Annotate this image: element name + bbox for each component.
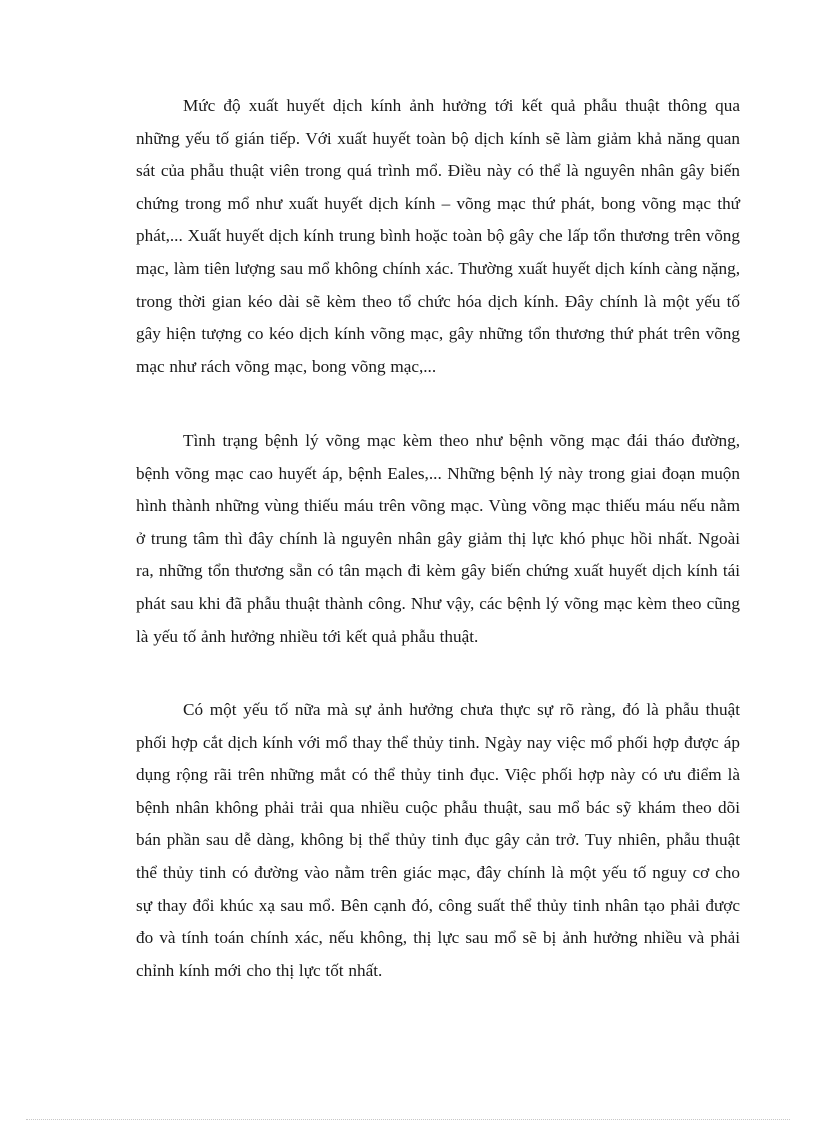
paragraph-text: Tình trạng bệnh lý võng mạc kèm theo như bệnh võng mạc đái tháo đường, bệnh võng mạc cao huyết áp, bệnh Eales,... Những bệnh lý này trong giai đoạn muộn hình thành những vùng thiếu máu trên võng mạc. Vùng võng mạc thiếu máu nếu nằm ở trung tâm thì đây chính là nguyên nhân gây giảm thị lực khó phục hồi nhất. Ngoài ra, những tổn thương sẵn có tân mạch đi kèm gây biến chứng xuất huyết dịch kính tái phát sau khi đã phẫu thuật thành công. Như vậy, các bệnh lý võng mạc kèm theo cũng là yếu tố ảnh hưởng nhiều tới kết quả phẫu thuật. <box>136 431 740 646</box>
paragraph-text: Mức độ xuất huyết dịch kính ảnh hưởng tới kết quả phẫu thuật thông qua những yếu tố gián tiếp. Với xuất huyết toàn bộ dịch kính sẽ làm giảm khả năng quan sát của phẫu thuật viên trong quá trình mổ. Điều này có thể là nguyên nhân gây biến chứng trong mổ như xuất huyết dịch kính – võng mạc thứ phát, bong võng mạc thứ phát,... Xuất huyết dịch kính trung bình hoặc toàn bộ gây che lấp tổn thương trên võng mạc, làm tiên lượng sau mổ không chính xác. Thường xuất huyết dịch kính càng nặng, trong thời gian kéo dài sẽ kèm theo tổ chức hóa dịch kính. Đây chính là một yếu tố gây hiện tượng co kéo dịch kính võng mạc, gây những tổn thương thứ phát trên võng mạc như rách võng mạc, bong võng mạc,... <box>136 96 740 376</box>
footer-divider <box>26 1119 790 1120</box>
paragraph-text: Có một yếu tố nữa mà sự ảnh hưởng chưa thực sự rõ ràng, đó là phẫu thuật phối hợp cắt dịch kính với mổ thay thể thủy tinh. Ngày nay việc mổ phối hợp được áp dụng rộng rãi trên những mắt có thể thủy tinh đục. Việc phối hợp này có ưu điểm là bệnh nhân không phải trải qua nhiều cuộc phẫu thuật, sau mổ bác sỹ khám theo dõi bán phần sau dễ dàng, không bị thể thủy tinh đục gây cản trở. Tuy nhiên, phẫu thuật thể thủy tinh có đường vào nằm trên giác mạc, đây chính là một yếu tố nguy cơ cho sự thay đổi khúc xạ sau mổ. Bên cạnh đó, công suất thể thủy tinh nhân tạo phải được đo và tính toán chính xác, nếu không, thị lực sau mổ sẽ bị ảnh hưởng nhiều và phải chỉnh kính mới cho thị lực tốt nhất. <box>136 700 740 980</box>
paragraph-vitreous-hemorrhage <box>136 90 740 383</box>
paragraph-combined-surgery <box>136 694 740 987</box>
paragraph-retinal-disease <box>136 425 740 653</box>
